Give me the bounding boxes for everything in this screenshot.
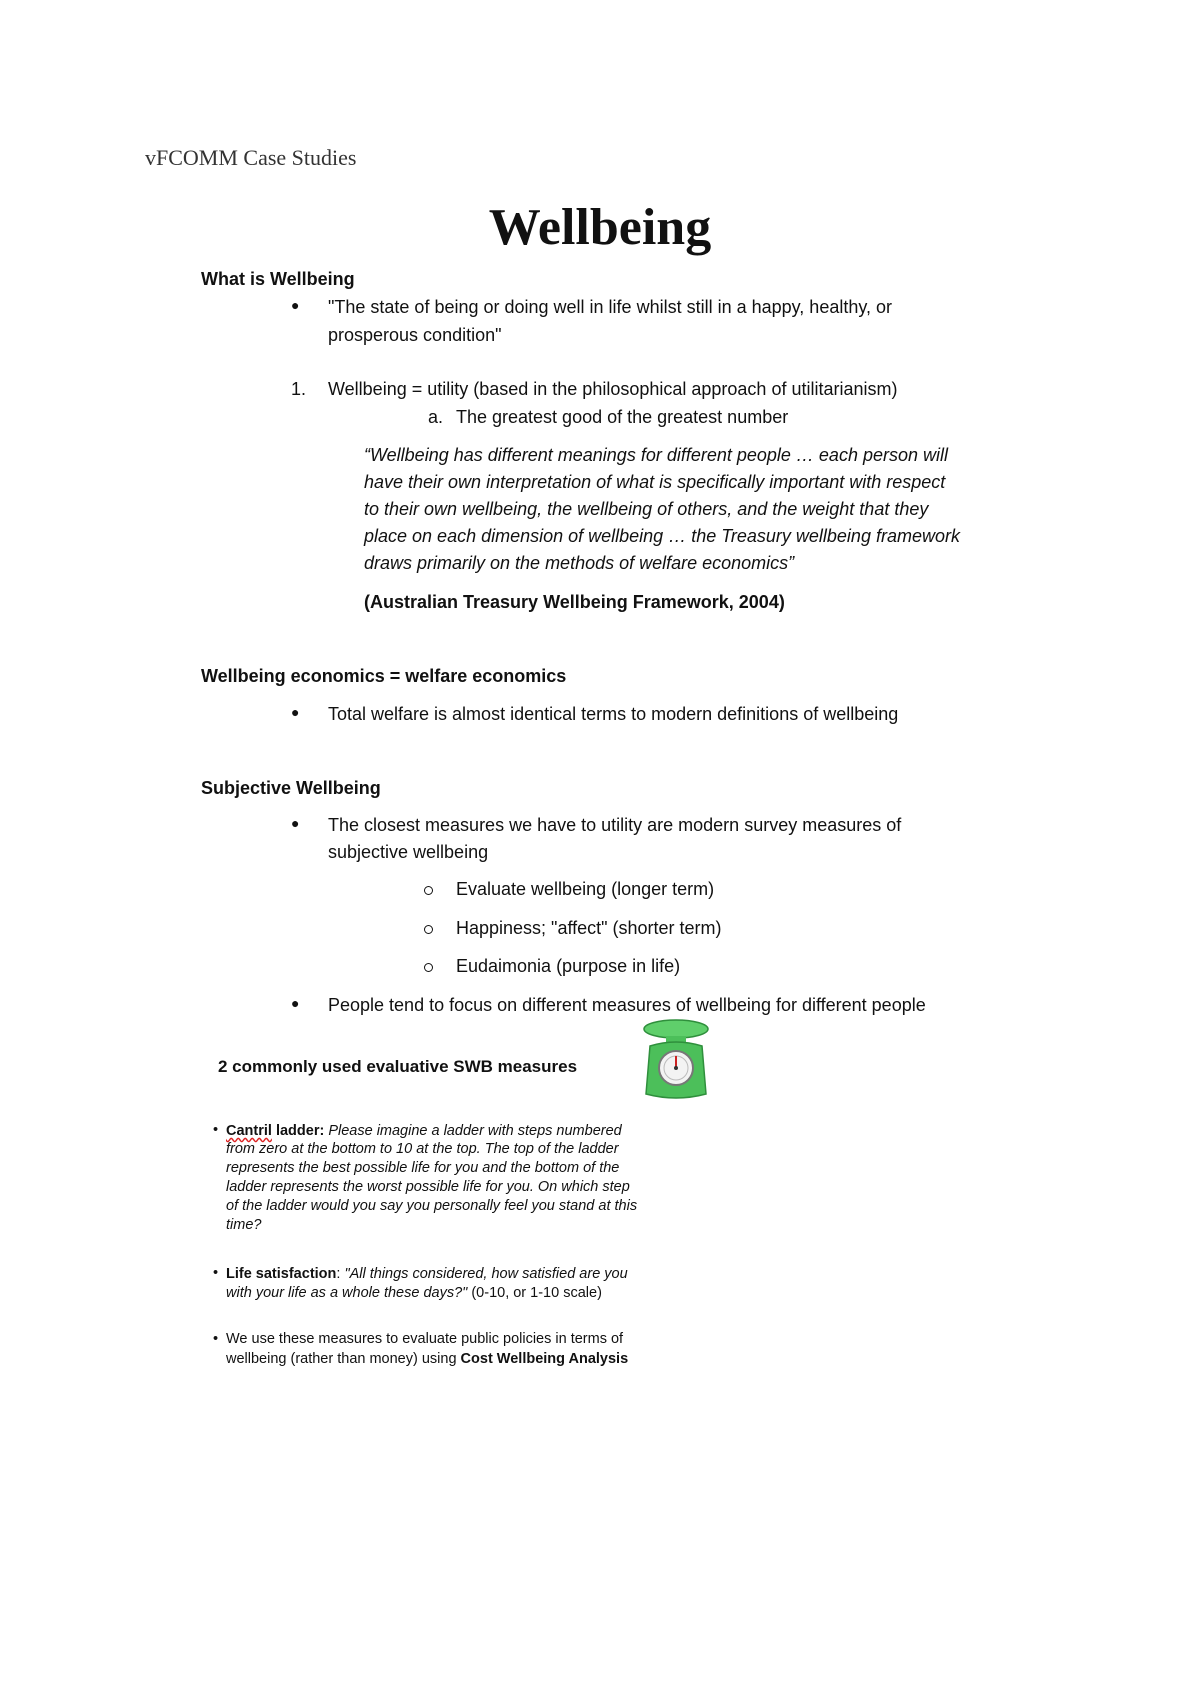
definition-line-2: prosperous condition"	[328, 325, 502, 345]
cantril-text: Please imagine a ladder with steps numbered	[324, 1123, 622, 1139]
cantril-text-line: from zero at the bottom to 10 at the top. The top of the ladder	[226, 1141, 619, 1157]
cantril-label: Cantril	[226, 1123, 272, 1139]
focus-bullet: People tend to focus on different measures of wellbeing for different people	[328, 995, 926, 1015]
quote-line: “Wellbeing has different meanings for different people … each person will	[364, 445, 948, 465]
life-satisfaction-line-2: with your life as a whole these days?" (0-10, or 1-10 scale)	[226, 1285, 602, 1301]
sub-item-greatest-good: The greatest good of the greatest number	[456, 407, 789, 427]
sub-bullet-circle	[424, 886, 433, 895]
cantril-text-line: ladder represents the worst possible life for you. On which step	[226, 1179, 630, 1195]
policy-evaluation-line-2: wellbeing (rather than money) using Cost Wellbeing Analysis	[226, 1351, 629, 1367]
sub-item-happiness: Happiness; "affect" (shorter term)	[456, 918, 722, 938]
slide-heading: 2 commonly used evaluative SWB measures	[218, 1057, 578, 1076]
sub-item-eudaimonia: Eudaimonia (purpose in life)	[456, 956, 681, 976]
numbered-item-utility: Wellbeing = utility (based in the philosophical approach of utilitarianism)	[328, 379, 898, 399]
cantril-text-line: of the ladder would you say you personally feel you stand at this	[226, 1198, 638, 1214]
bullet-marker: ●	[291, 815, 300, 831]
quote-line: have their own interpretation of what is specifically important with respect	[364, 472, 946, 492]
cost-wellbeing-analysis: Cost Wellbeing Analysis	[460, 1351, 629, 1367]
page-title: Wellbeing	[488, 199, 712, 256]
scale-range: (0-10, or 1-10 scale)	[467, 1285, 602, 1301]
measures-bullet-line-1: The closest measures we have to utility are modern survey measures of	[328, 815, 902, 835]
life-satisfaction-item: Life satisfaction: "All things considered, how satisfied are you	[226, 1266, 628, 1282]
measures-bullet-line-2: subjective wellbeing	[328, 842, 489, 862]
quote-line: to their own wellbeing, the wellbeing of others, and the weight that they	[364, 499, 929, 519]
section-heading-wellbeing-economics: Wellbeing economics = welfare economics	[201, 666, 567, 686]
numbered-marker: 1.	[291, 379, 307, 399]
bullet-marker: ●	[291, 704, 300, 720]
cantril-label-rest: ladder:	[271, 1123, 325, 1139]
kitchen-scale-icon	[640, 1016, 712, 1100]
section-heading-subjective-wellbeing: Subjective Wellbeing	[201, 778, 381, 798]
quote-line: place on each dimension of wellbeing … the Treasury wellbeing framework	[364, 526, 960, 546]
slide-bullet: •	[213, 1265, 219, 1281]
bullet-marker: ●	[291, 297, 300, 313]
bullet-marker: ●	[291, 995, 300, 1011]
quote-citation: (Australian Treasury Wellbeing Framework, 2004)	[364, 592, 785, 612]
cantril-text-line: represents the best possible life for you and the bottom of the	[226, 1160, 620, 1176]
slide-bullet: •	[213, 1331, 219, 1347]
sub-bullet-circle	[424, 925, 433, 934]
document-header: vFCOMM Case Studies	[145, 145, 357, 170]
slide-bullet: •	[213, 1122, 219, 1138]
sub-item-evaluate: Evaluate wellbeing (longer term)	[456, 879, 715, 899]
welfare-bullet: Total welfare is almost identical terms to modern definitions of wellbeing	[328, 704, 899, 724]
life-satisfaction-label: Life satisfaction	[226, 1266, 337, 1282]
cantril-ladder-item	[226, 1122, 622, 1140]
policy-evaluation-line-1: We use these measures to evaluate public policies in terms of	[226, 1331, 624, 1347]
definition-line-1: "The state of being or doing well in life whilst still in a happy, healthy, or	[328, 297, 893, 317]
sub-item-marker: a.	[428, 407, 444, 427]
section-heading-what-is-wellbeing: What is Wellbeing	[201, 269, 355, 289]
quote-line: draws primarily on the methods of welfare economics”	[364, 553, 795, 573]
life-satisfaction-question: "All things considered, how satisfied are you	[344, 1266, 628, 1282]
sub-bullet-circle	[424, 963, 433, 972]
cantril-text-line: time?	[226, 1217, 262, 1233]
